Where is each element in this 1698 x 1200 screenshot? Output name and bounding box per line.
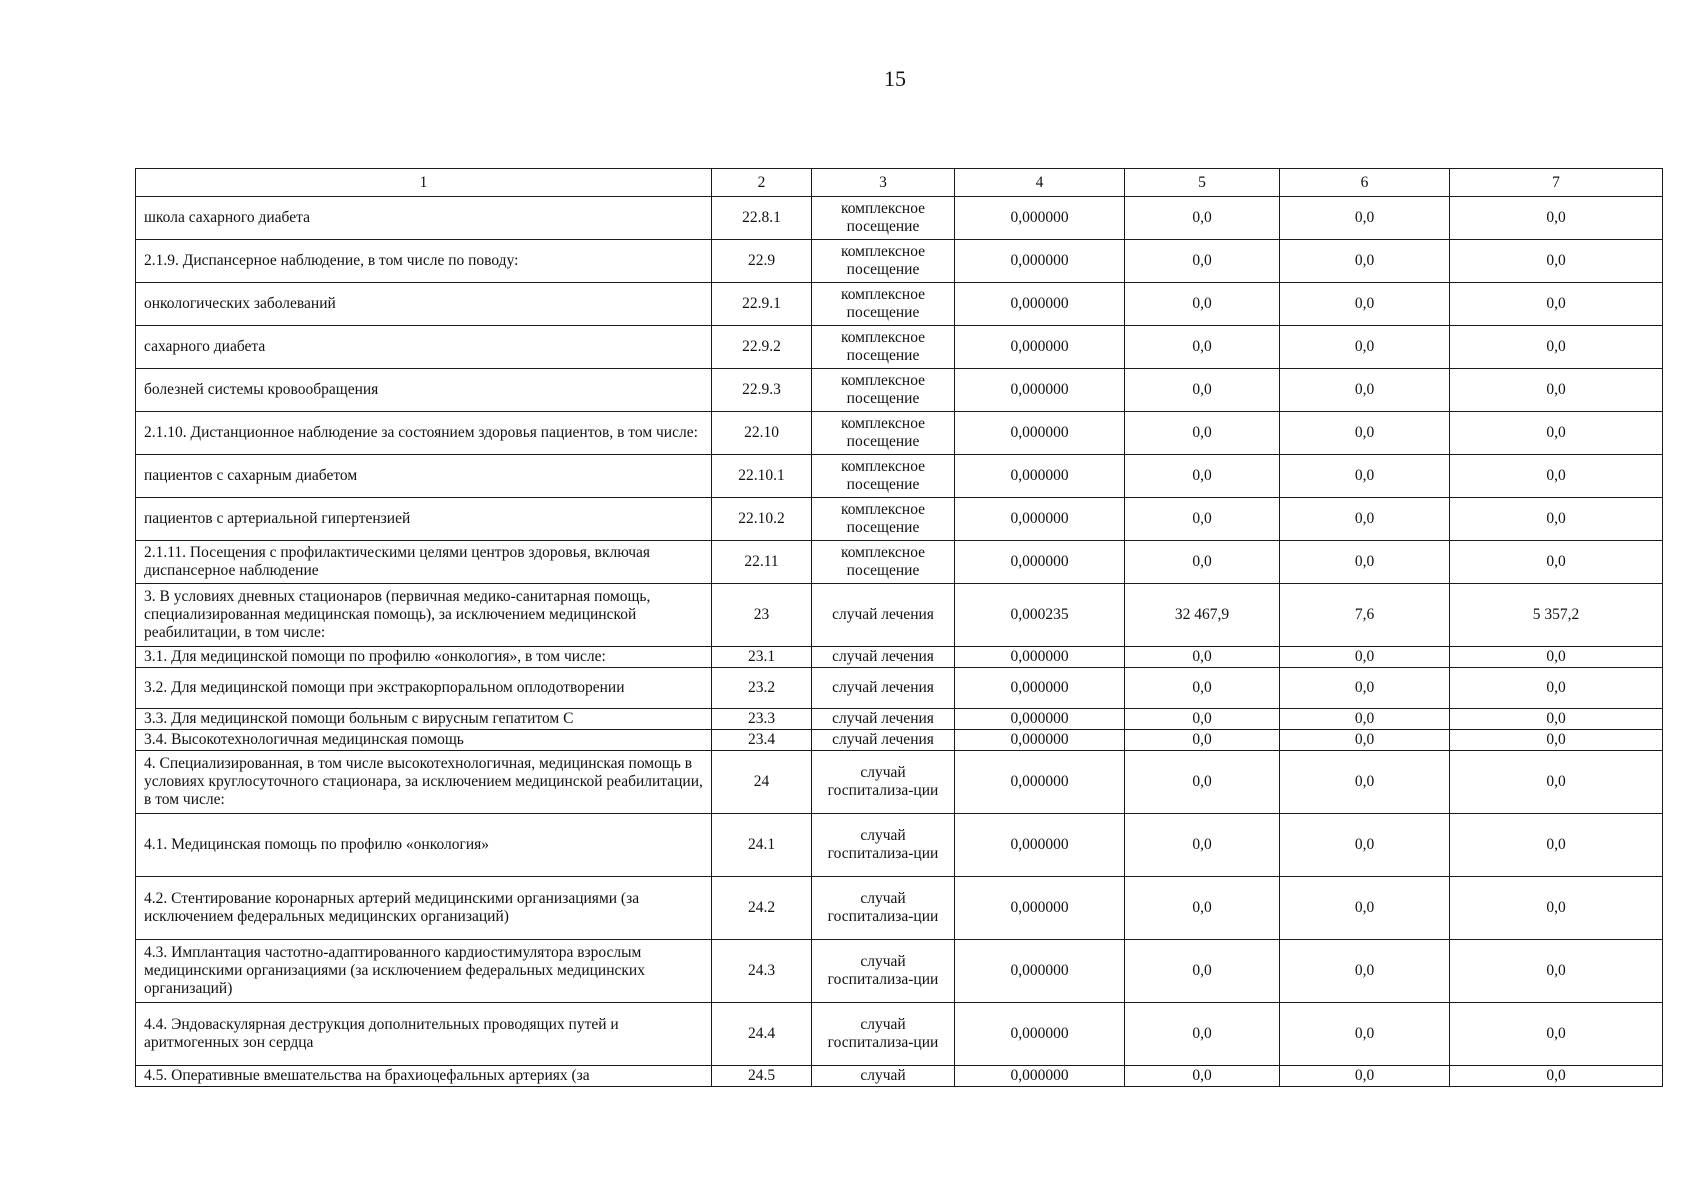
table-row	[136, 940, 1663, 1003]
row-name-cell: пациентов с сахарным диабетом	[136, 455, 712, 498]
row-name-cell: 3.2. Для медицинской помощи при экстракорпоральном оплодотворении	[136, 668, 712, 709]
row-value-col7: 0,0	[1450, 668, 1663, 709]
table-row	[136, 197, 1663, 240]
row-value-col4: 0,000000	[955, 709, 1125, 730]
row-value-col5: 0,0	[1125, 668, 1280, 709]
row-unit-cell: случай лечения	[812, 730, 955, 751]
row-value-col5: 0,0	[1125, 283, 1280, 326]
row-value-col7: 0,0	[1450, 283, 1663, 326]
row-code-cell: 23	[712, 584, 812, 647]
row-code-cell: 22.11	[712, 541, 812, 584]
row-value-col7: 0,0	[1450, 877, 1663, 940]
row-value-col6: 0,0	[1280, 709, 1450, 730]
row-value-col7: 0,0	[1450, 1066, 1663, 1087]
row-value-col4: 0,000000	[955, 283, 1125, 326]
column-header: 3	[812, 169, 955, 197]
row-value-col5: 32 467,9	[1125, 584, 1280, 647]
table-row	[136, 647, 1663, 668]
row-name-cell: 4.1. Медицинская помощь по профилю «онкология»	[136, 814, 712, 877]
row-value-col5: 0,0	[1125, 730, 1280, 751]
row-value-col7: 0,0	[1450, 369, 1663, 412]
row-value-col7: 0,0	[1450, 498, 1663, 541]
row-name-cell: 2.1.9. Диспансерное наблюдение, в том числе по поводу:	[136, 240, 712, 283]
table-row	[136, 1003, 1663, 1066]
table-row	[136, 240, 1663, 283]
row-value-col7: 0,0	[1450, 814, 1663, 877]
row-unit-cell: комплексное посещение	[812, 326, 955, 369]
row-value-col5: 0,0	[1125, 1066, 1280, 1087]
row-value-col6: 0,0	[1280, 326, 1450, 369]
row-name-cell: 3.4. Высокотехнологичная медицинская помощь	[136, 730, 712, 751]
row-code-cell: 24	[712, 751, 812, 814]
row-value-col5: 0,0	[1125, 751, 1280, 814]
table-row	[136, 814, 1663, 877]
row-value-col6: 0,0	[1280, 940, 1450, 1003]
row-value-col6: 0,0	[1280, 647, 1450, 668]
row-value-col7: 0,0	[1450, 751, 1663, 814]
table-row	[136, 498, 1663, 541]
row-value-col7: 0,0	[1450, 647, 1663, 668]
row-unit-cell: случай	[812, 1066, 955, 1087]
column-header: 5	[1125, 169, 1280, 197]
row-value-col4: 0,000000	[955, 240, 1125, 283]
row-value-col6: 0,0	[1280, 541, 1450, 584]
column-header: 6	[1280, 169, 1450, 197]
row-value-col6: 0,0	[1280, 498, 1450, 541]
row-value-col7: 0,0	[1450, 197, 1663, 240]
row-unit-cell: случай лечения	[812, 709, 955, 730]
row-value-col6: 0,0	[1280, 877, 1450, 940]
column-header: 2	[712, 169, 812, 197]
row-unit-cell: случай госпитализа-ции	[812, 877, 955, 940]
row-value-col6: 0,0	[1280, 369, 1450, 412]
row-value-col5: 0,0	[1125, 197, 1280, 240]
row-code-cell: 22.10.1	[712, 455, 812, 498]
row-name-cell: пациентов с артериальной гипертензией	[136, 498, 712, 541]
table-row	[136, 412, 1663, 455]
row-unit-cell: комплексное посещение	[812, 455, 955, 498]
row-code-cell: 22.9.2	[712, 326, 812, 369]
row-unit-cell: комплексное посещение	[812, 240, 955, 283]
table-row	[136, 668, 1663, 709]
row-value-col6: 0,0	[1280, 751, 1450, 814]
table-header-row	[136, 169, 1663, 197]
row-name-cell: 4.5. Оперативные вмешательства на брахиоцефальных артериях (за	[136, 1066, 712, 1087]
table-row	[136, 584, 1663, 647]
row-value-col5: 0,0	[1125, 455, 1280, 498]
table-row	[136, 877, 1663, 940]
row-code-cell: 24.4	[712, 1003, 812, 1066]
table-row	[136, 751, 1663, 814]
row-value-col4: 0,000000	[955, 412, 1125, 455]
row-code-cell: 22.8.1	[712, 197, 812, 240]
row-name-cell: 2.1.11. Посещения с профилактическими целями центров здоровья, включая диспансерное наблюдение	[136, 541, 712, 584]
row-unit-cell: комплексное посещение	[812, 498, 955, 541]
row-unit-cell: комплексное посещение	[812, 197, 955, 240]
row-name-cell: онкологических заболеваний	[136, 283, 712, 326]
row-name-cell: школа сахарного диабета	[136, 197, 712, 240]
table-row	[136, 283, 1663, 326]
row-name-cell: 2.1.10. Дистанционное наблюдение за состоянием здоровья пациентов, в том числе:	[136, 412, 712, 455]
row-value-col6: 0,0	[1280, 1066, 1450, 1087]
row-unit-cell: случай госпитализа-ции	[812, 751, 955, 814]
row-value-col6: 0,0	[1280, 814, 1450, 877]
row-unit-cell: комплексное посещение	[812, 283, 955, 326]
row-name-cell: 4.4. Эндоваскулярная деструкция дополнительных проводящих путей и аритмогенных зон сердца	[136, 1003, 712, 1066]
row-name-cell: сахарного диабета	[136, 326, 712, 369]
row-unit-cell: случай лечения	[812, 647, 955, 668]
row-value-col5: 0,0	[1125, 240, 1280, 283]
row-code-cell: 24.2	[712, 877, 812, 940]
row-unit-cell: комплексное посещение	[812, 541, 955, 584]
row-name-cell: 4.2. Стентирование коронарных артерий медицинскими организациями (за исключением федеральных медицинских организаций)	[136, 877, 712, 940]
row-value-col4: 0,000000	[955, 730, 1125, 751]
row-value-col5: 0,0	[1125, 647, 1280, 668]
row-value-col4: 0,000000	[955, 455, 1125, 498]
column-header: 4	[955, 169, 1125, 197]
row-value-col6: 0,0	[1280, 730, 1450, 751]
row-value-col7: 0,0	[1450, 709, 1663, 730]
row-value-col4: 0,000000	[955, 197, 1125, 240]
table-row	[136, 1066, 1663, 1087]
row-code-cell: 24.3	[712, 940, 812, 1003]
row-value-col7: 0,0	[1450, 730, 1663, 751]
row-value-col5: 0,0	[1125, 1003, 1280, 1066]
row-value-col4: 0,000000	[955, 751, 1125, 814]
row-value-col6: 0,0	[1280, 283, 1450, 326]
row-value-col6: 0,0	[1280, 668, 1450, 709]
row-name-cell: болезней системы кровообращения	[136, 369, 712, 412]
table-row	[136, 730, 1663, 751]
row-value-col6: 0,0	[1280, 1003, 1450, 1066]
row-value-col4: 0,000000	[955, 498, 1125, 541]
row-value-col7: 0,0	[1450, 326, 1663, 369]
table-row	[136, 455, 1663, 498]
row-value-col5: 0,0	[1125, 498, 1280, 541]
row-unit-cell: случай госпитализа-ции	[812, 940, 955, 1003]
row-value-col6: 0,0	[1280, 455, 1450, 498]
row-value-col6: 0,0	[1280, 197, 1450, 240]
table-row	[136, 541, 1663, 584]
row-code-cell: 22.9.3	[712, 369, 812, 412]
row-value-col5: 0,0	[1125, 940, 1280, 1003]
row-value-col7: 0,0	[1450, 412, 1663, 455]
row-value-col4: 0,000000	[955, 877, 1125, 940]
row-value-col6: 7,6	[1280, 584, 1450, 647]
row-value-col5: 0,0	[1125, 814, 1280, 877]
row-unit-cell: комплексное посещение	[812, 412, 955, 455]
row-value-col7: 0,0	[1450, 240, 1663, 283]
row-code-cell: 23.3	[712, 709, 812, 730]
row-code-cell: 22.9.1	[712, 283, 812, 326]
row-value-col7: 0,0	[1450, 940, 1663, 1003]
row-value-col4: 0,000000	[955, 326, 1125, 369]
row-unit-cell: случай лечения	[812, 668, 955, 709]
row-code-cell: 24.5	[712, 1066, 812, 1087]
column-header: 7	[1450, 169, 1663, 197]
row-value-col5: 0,0	[1125, 412, 1280, 455]
row-name-cell: 3. В условиях дневных стационаров (первичная медико-санитарная помощь, специализированная медицинская помощь), за исключением медицинской реабилитации, в том числе:	[136, 584, 712, 647]
row-value-col4: 0,000000	[955, 369, 1125, 412]
row-value-col4: 0,000000	[955, 814, 1125, 877]
row-name-cell: 4. Специализированная, в том числе высокотехнологичная, медицинская помощь в условиях круглосуточного стационара, за исключением медицинской реабилитации, в том числе:	[136, 751, 712, 814]
row-value-col4: 0,000000	[955, 1003, 1125, 1066]
row-code-cell: 22.10.2	[712, 498, 812, 541]
row-value-col7: 5 357,2	[1450, 584, 1663, 647]
row-unit-cell: случай госпитализа-ции	[812, 1003, 955, 1066]
report-table	[135, 168, 1663, 1087]
row-unit-cell: комплексное посещение	[812, 369, 955, 412]
row-value-col4: 0,000000	[955, 541, 1125, 584]
page-number: 15	[884, 66, 906, 91]
row-name-cell: 4.3. Имплантация частотно-адаптированного кардиостимулятора взрослым медицинскими организациями (за исключением федеральных медицинских организаций)	[136, 940, 712, 1003]
row-code-cell: 23.4	[712, 730, 812, 751]
table-row	[136, 326, 1663, 369]
row-value-col4: 0,000000	[955, 647, 1125, 668]
row-value-col4: 0,000235	[955, 584, 1125, 647]
row-unit-cell: случай госпитализа-ции	[812, 814, 955, 877]
table-row	[136, 369, 1663, 412]
row-value-col5: 0,0	[1125, 709, 1280, 730]
row-value-col4: 0,000000	[955, 1066, 1125, 1087]
table-row	[136, 709, 1663, 730]
row-value-col7: 0,0	[1450, 455, 1663, 498]
row-value-col4: 0,000000	[955, 668, 1125, 709]
row-value-col5: 0,0	[1125, 877, 1280, 940]
row-value-col6: 0,0	[1280, 412, 1450, 455]
row-code-cell: 22.10	[712, 412, 812, 455]
row-value-col4: 0,000000	[955, 940, 1125, 1003]
row-code-cell: 22.9	[712, 240, 812, 283]
row-value-col5: 0,0	[1125, 541, 1280, 584]
row-value-col7: 0,0	[1450, 541, 1663, 584]
row-name-cell: 3.3. Для медицинской помощи больным с вирусным гепатитом С	[136, 709, 712, 730]
row-code-cell: 24.1	[712, 814, 812, 877]
row-code-cell: 23.1	[712, 647, 812, 668]
row-unit-cell: случай лечения	[812, 584, 955, 647]
column-header: 1	[136, 169, 712, 197]
row-value-col6: 0,0	[1280, 240, 1450, 283]
row-code-cell: 23.2	[712, 668, 812, 709]
row-value-col5: 0,0	[1125, 326, 1280, 369]
row-value-col7: 0,0	[1450, 1003, 1663, 1066]
row-name-cell: 3.1. Для медицинской помощи по профилю «онкология», в том числе:	[136, 647, 712, 668]
row-value-col5: 0,0	[1125, 369, 1280, 412]
table-body	[136, 197, 1663, 1087]
